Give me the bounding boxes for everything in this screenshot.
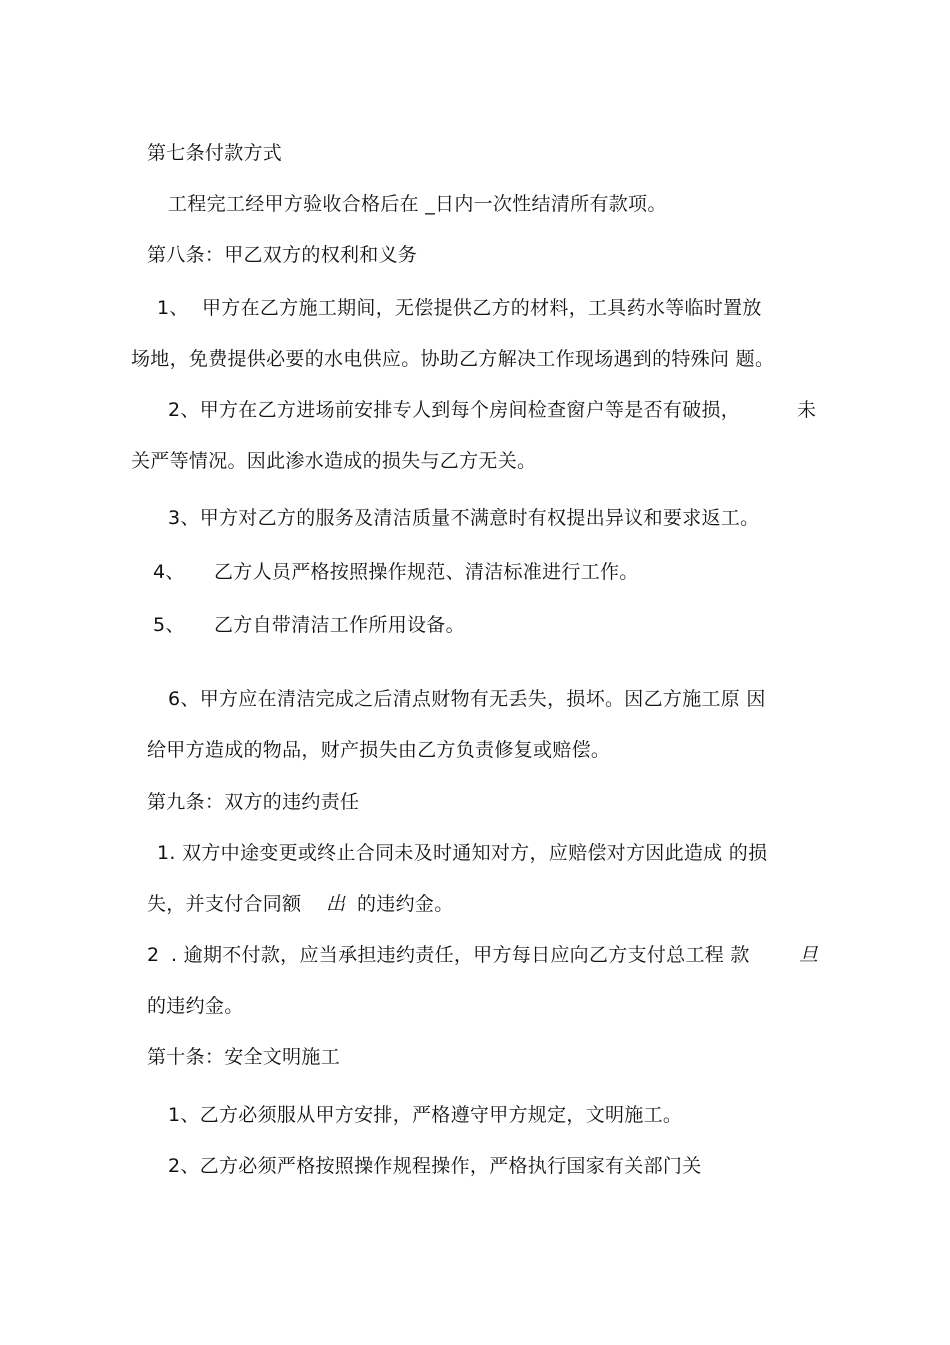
- article-9-item-1-line-2-start: 失，并支付合同额: [147, 893, 302, 915]
- article-8-item-4-number: 4、: [153, 561, 185, 583]
- article-8-item-1-line-2: 场地，免费提供必要的水电供应。协助乙方解决工作现场遇到的特殊问 题。: [131, 348, 775, 370]
- article-8-item-3: 3、甲方对乙方的服务及清洁质量不满意时有权提出异议和要求返工。: [168, 507, 760, 529]
- article-8-item-1-number: 1、: [157, 297, 189, 319]
- article-8-item-2-line-1: 2、甲方在乙方进场前安排专人到每个房间检查窗户等是否有破损，: [168, 399, 741, 421]
- article-8-heading: 第八条：甲乙双方的权利和义务: [147, 244, 418, 266]
- article-9-item-1-line-2-end: 的违约金。: [357, 893, 454, 915]
- article-8-item-6-line-2: 给甲方造成的物品，财产损失由乙方负责修复或赔偿。: [147, 739, 611, 761]
- article-9-item-1-blank-value: 出: [326, 893, 346, 915]
- article-9-item-1-line-1: 1. 双方中途变更或终止合同未及时通知对方，应赔偿对方因此造成 的损: [157, 842, 768, 864]
- article-9-item-2-line-2: 的违约金。: [147, 995, 244, 1017]
- article-8-item-1-line-1: 甲方在乙方施工期间，无偿提供乙方的材料，工具药水等临时置放: [202, 297, 762, 319]
- article-8-item-5-text: 乙方自带清洁工作所用设备。: [214, 614, 465, 636]
- article-8-item-2-line-2: 关严等情况。因此渗水造成的损失与乙方无关。: [131, 450, 537, 472]
- article-8-item-2-line-1-tail: 未: [797, 399, 817, 421]
- article-9-item-2-line-1: . 逾期不付款，应当承担违约责任，甲方每日应向乙方支付总工程 款: [171, 944, 750, 966]
- article-8-item-6-line-1: 6、甲方应在清洁完成之后清点财物有无丢失，损坏。因乙方施工原 因: [168, 688, 766, 710]
- article-8-item-4-text: 乙方人员严格按照操作规范、清洁标准进行工作。: [214, 561, 639, 583]
- article-9-heading: 第九条：双方的违约责任: [147, 791, 360, 813]
- article-10-item-1: 1、乙方必须服从甲方安排，严格遵守甲方规定，文明施工。: [168, 1104, 683, 1126]
- article-8-item-5-number: 5、: [153, 614, 185, 636]
- article-7-heading: 第七条付款方式: [147, 142, 283, 164]
- article-7-paragraph: 工程完工经甲方验收合格后在 _日内一次性结清所有款项。: [168, 193, 667, 215]
- article-9-item-2-number: 2: [147, 944, 160, 966]
- article-10-heading: 第十条：安全文明施工: [147, 1046, 341, 1068]
- article-9-item-2-blank-value: 旦: [799, 944, 819, 966]
- article-10-item-2: 2、乙方必须严格按照操作规程操作，严格执行国家有关部门关: [168, 1155, 702, 1177]
